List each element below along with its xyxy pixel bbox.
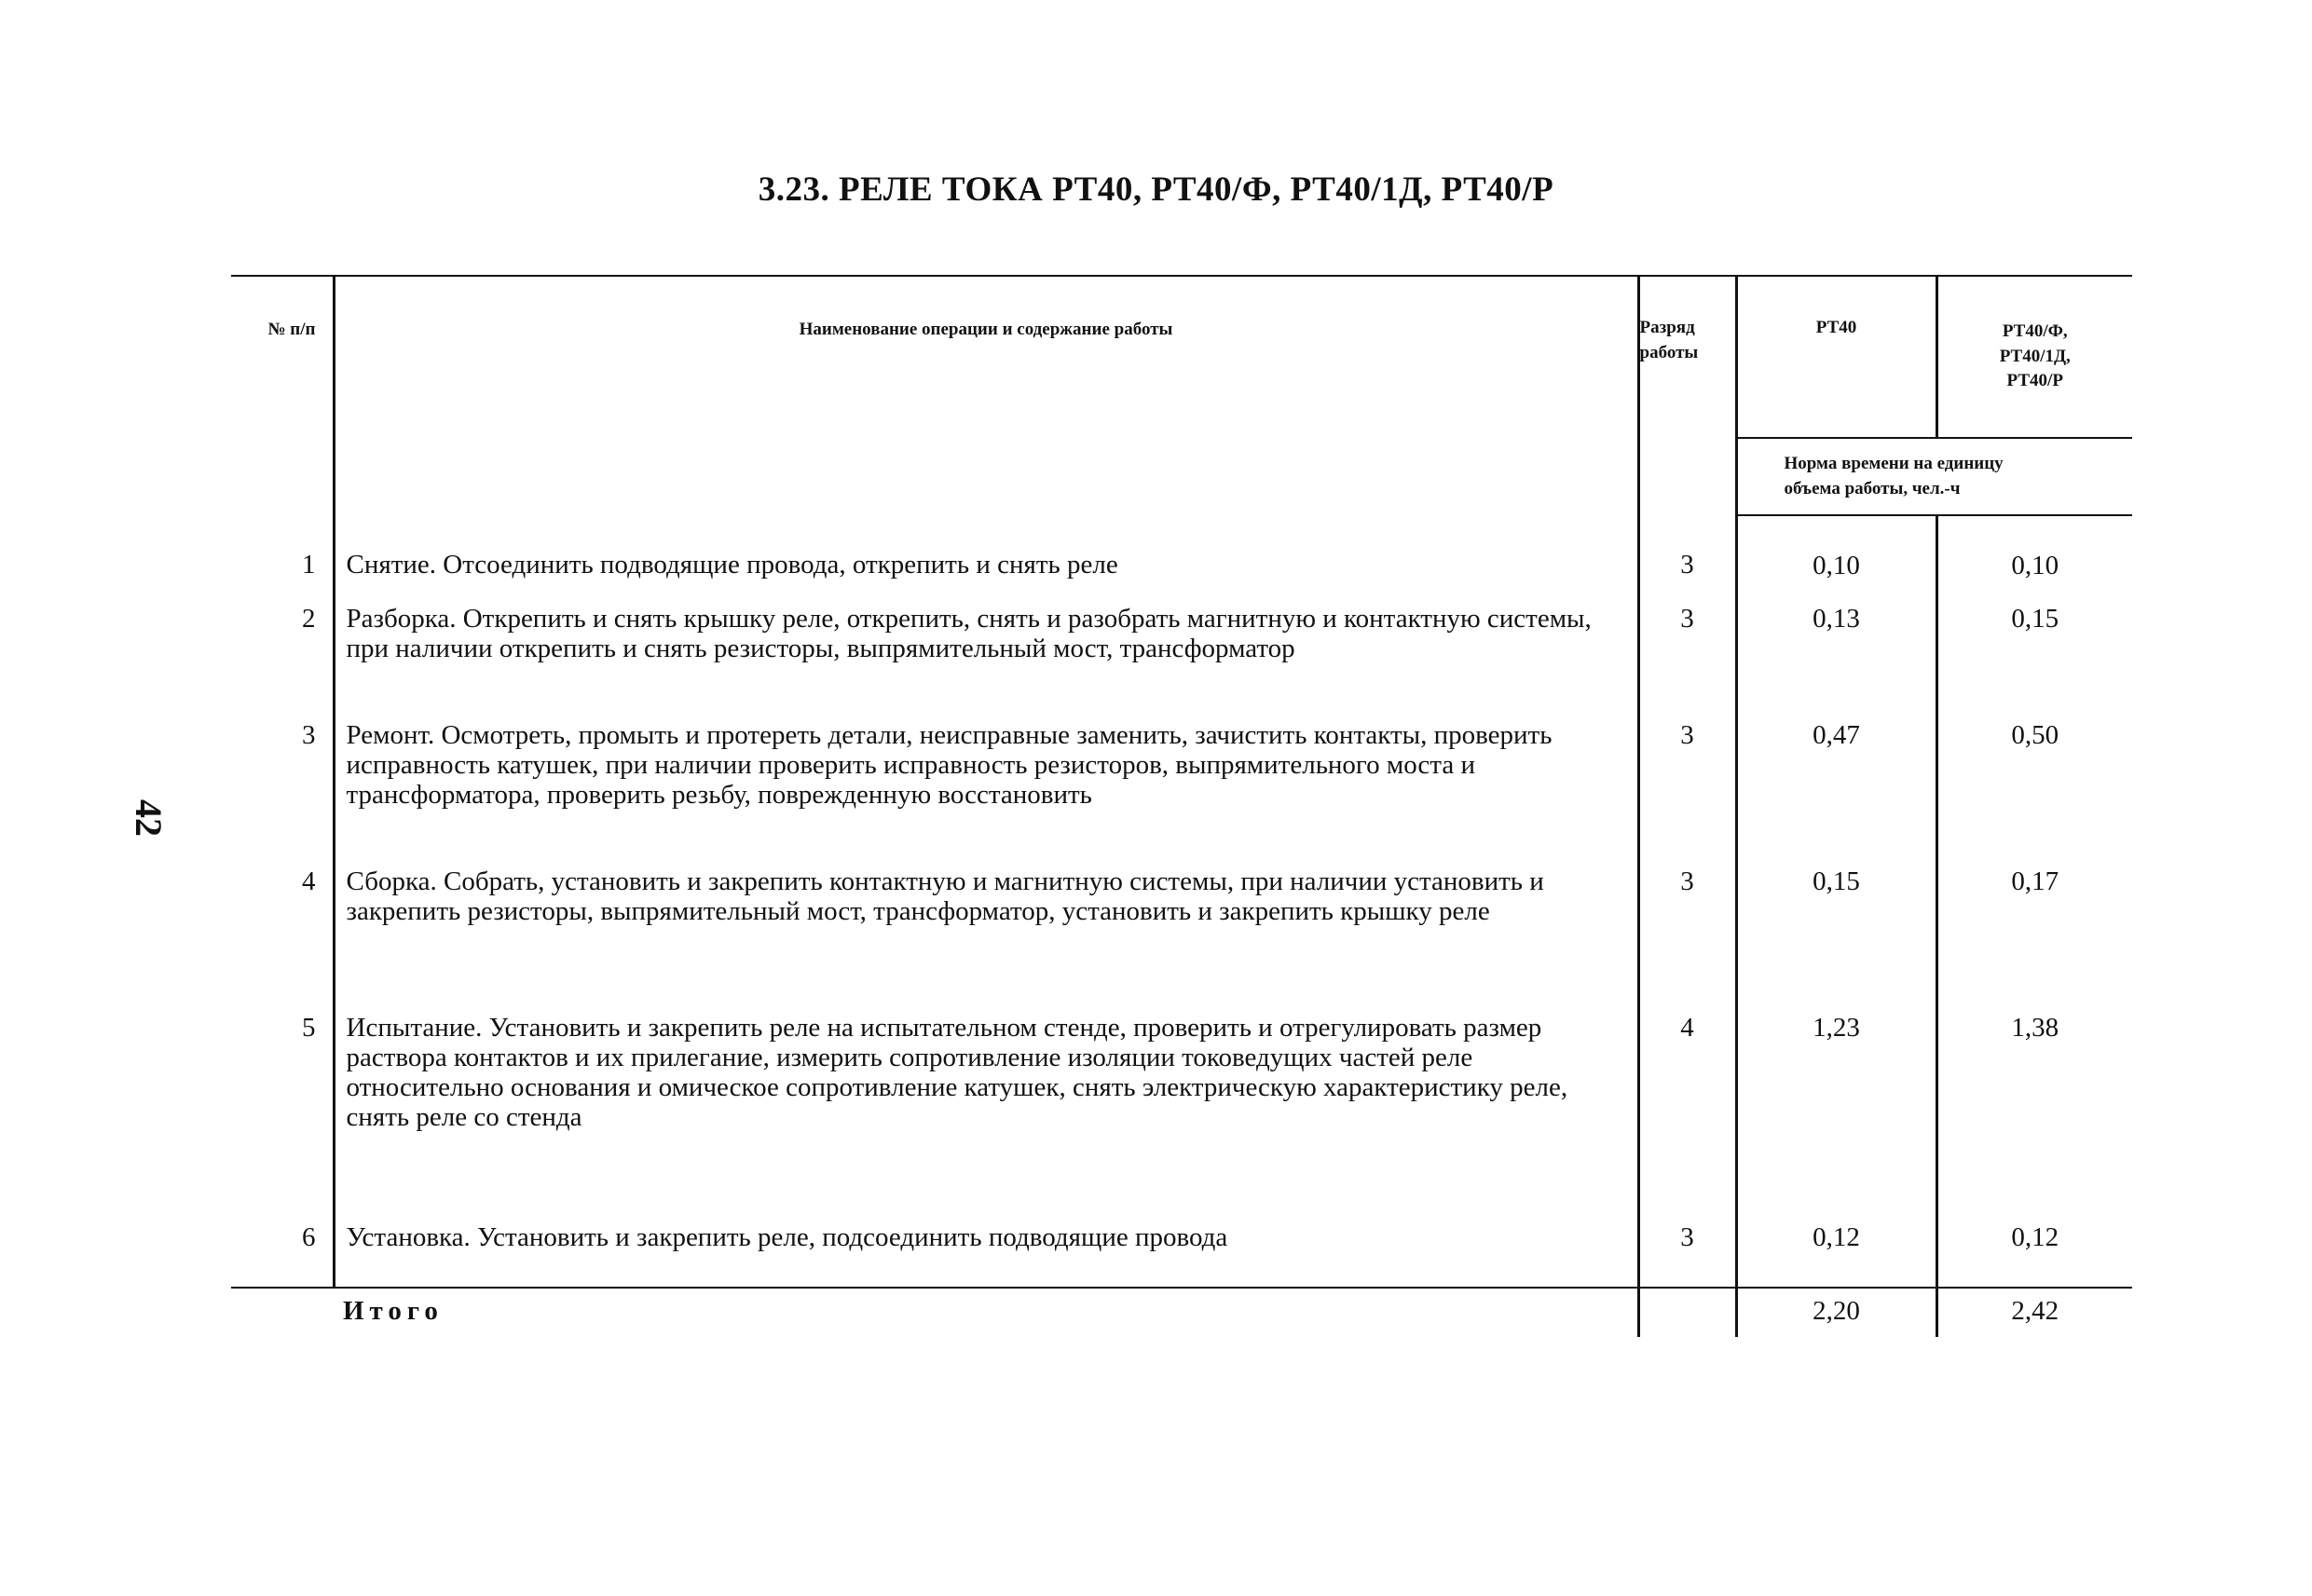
norms-table-container bbox=[231, 275, 2132, 1337]
row-operation: Снятие. Отсоединить подводящие провода, открепить и снять реле bbox=[334, 515, 1638, 605]
row-number: 5 bbox=[302, 1013, 316, 1044]
norms-table bbox=[231, 275, 2132, 1337]
header-row bbox=[231, 276, 2132, 438]
row-operation: Установка. Установить и закрепить реле, подсоединить подводящие провода bbox=[334, 1223, 1638, 1288]
row-rt40-value: 1,23 bbox=[1736, 1014, 1936, 1223]
row-number: 4 bbox=[302, 866, 316, 897]
header-number: № п/п bbox=[231, 276, 334, 515]
row-variants-value: 0,17 bbox=[2011, 866, 2059, 897]
header-grade bbox=[1638, 276, 1736, 515]
header-norm-line1: Норма времени на единицу bbox=[1784, 454, 2004, 473]
document-title: 3.23. РЕЛЕ ТОКА РТ40, РТ40/Ф, РТ40/1Д, РТ40/Р bbox=[758, 171, 1554, 209]
header-grade-line2: работы bbox=[1639, 342, 1699, 362]
total-variants-value: 2,42 bbox=[1936, 1288, 2132, 1337]
header-v2-line2: РТ40/1Д, bbox=[1999, 346, 2071, 366]
page-number: 42 bbox=[128, 799, 171, 837]
row-variants-value: 0,10 bbox=[2011, 551, 2059, 581]
header-norm-line2: объема работы, чел.-ч bbox=[1784, 478, 1961, 498]
row-grade: 3 bbox=[1638, 515, 1736, 605]
total-label-text: Итого bbox=[343, 1296, 444, 1327]
row-rt40-value: 0,47 bbox=[1736, 721, 1936, 867]
table-row bbox=[231, 515, 2132, 605]
row-operation: Разборка. Открепить и снять крышку реле, открепить, снять и разобрать магнитную и контактную системы, при наличии открепить и снять резисторы, выпрямительный мост, трансформатор bbox=[334, 605, 1638, 721]
row-number: 1 bbox=[302, 550, 316, 580]
table-row bbox=[231, 1223, 2132, 1288]
row-variants-value: 0,12 bbox=[2011, 1222, 2059, 1253]
row-rt40-value: 0,10 bbox=[1736, 515, 1936, 605]
total-number-cell bbox=[231, 1288, 334, 1337]
row-rt40-value: 0,13 bbox=[1736, 605, 1936, 721]
row-number: 2 bbox=[302, 604, 316, 634]
header-rt40: РТ40 bbox=[1736, 276, 1936, 438]
row-variants-value: 0,15 bbox=[2011, 604, 2059, 634]
header-norm bbox=[1736, 438, 2132, 515]
row-grade: 3 bbox=[1638, 867, 1736, 1014]
table-row bbox=[231, 605, 2132, 721]
row-operation: Испытание. Установить и закрепить реле на испытательном стенде, проверить и отрегулировать размер раствора контактов и их прилегание, измерить сопротивление изоляции токоведущих частей реле относительно основания и омическое сопротивление катушек, снять электрическую характеристику реле, снять реле со стенда bbox=[334, 1014, 1638, 1223]
table-row bbox=[231, 721, 2132, 867]
row-variants-value: 0,50 bbox=[2011, 720, 2059, 751]
row-grade: 3 bbox=[1638, 605, 1736, 721]
header-v2-line3: РТ40/Р bbox=[2006, 371, 2063, 391]
header-grade-line1: Разряд bbox=[1639, 318, 1695, 337]
total-label bbox=[334, 1288, 1638, 1337]
header-v2-line1: РТ40/Ф, bbox=[2002, 321, 2068, 341]
row-operation: Ремонт. Осмотреть, промыть и протереть детали, неисправные заменить, зачистить контакты, проверить исправность катушек, при наличии проверить исправность резисторов, выпрямительного моста и трансформатора, проверить резьбу, поврежденную восстановить bbox=[334, 721, 1638, 867]
total-grade-cell bbox=[1638, 1288, 1736, 1337]
row-grade: 4 bbox=[1638, 1014, 1736, 1223]
table-row bbox=[231, 867, 2132, 1014]
total-rt40-value: 2,20 bbox=[1736, 1288, 1936, 1337]
row-number: 6 bbox=[302, 1222, 316, 1253]
row-operation: Сборка. Собрать, установить и закрепить контактную и магнитную системы, при наличии установить и закрепить резисторы, выпрямительный мост, трансформатор, установить и закрепить крышку реле bbox=[334, 867, 1638, 1014]
row-grade: 3 bbox=[1638, 721, 1736, 867]
row-number: 3 bbox=[302, 720, 316, 751]
row-rt40-value: 0,12 bbox=[1736, 1223, 1936, 1288]
row-variants-value: 1,38 bbox=[2011, 1013, 2059, 1044]
header-operation: Наименование операции и содержание работы bbox=[334, 276, 1638, 515]
table-row bbox=[231, 1014, 2132, 1223]
row-grade: 3 bbox=[1638, 1223, 1736, 1288]
header-rt40-variants bbox=[1936, 276, 2132, 438]
total-row bbox=[231, 1288, 2132, 1337]
row-rt40-value: 0,15 bbox=[1736, 867, 1936, 1014]
